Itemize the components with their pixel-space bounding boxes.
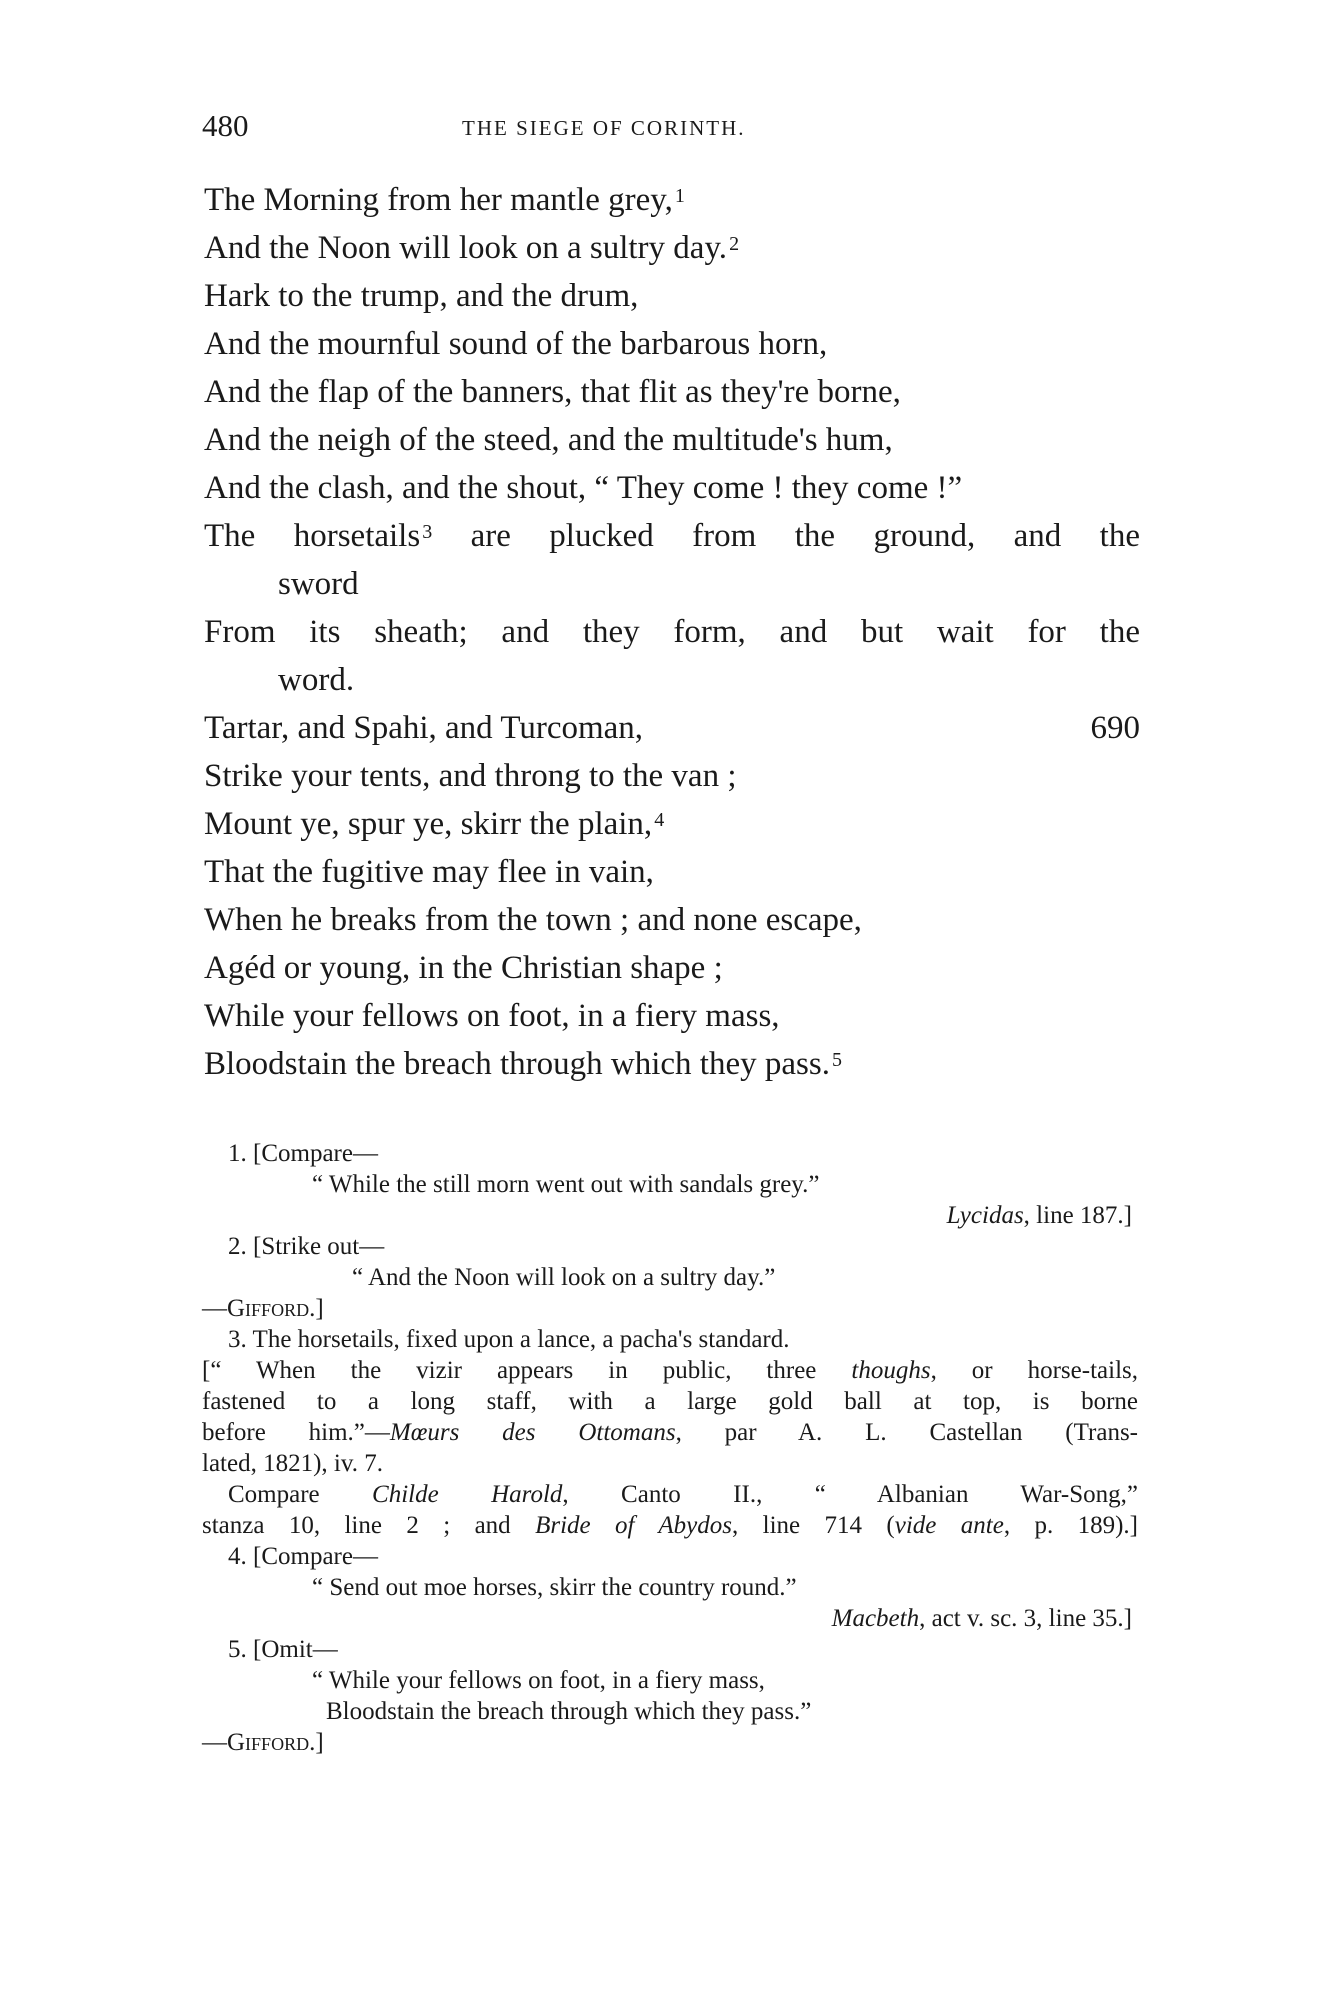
poem-line: From its sheath; and they form, and but wait for the: [204, 614, 1140, 650]
footnote-2-head: 2. [Strike out—: [228, 1233, 385, 1260]
poem-line: The horsetails $^3$ are plucked from the ground, and the: [204, 518, 1140, 554]
poem-line: Mount ye, spur ye, skirr the plain, $^4$: [204, 806, 665, 842]
line-number: 690: [1090, 710, 1140, 746]
footnote-3-line: [“ When the vizir appears in public, three thoughs, or horse-tails,: [202, 1357, 1138, 1384]
poem-text: [204, 176, 1144, 1088]
footnote-1-head: 1. [Compare—: [228, 1140, 378, 1167]
poem-line: And the flap of the banners, that flit as they're borne,: [204, 374, 901, 410]
footnote-1-source: Lycidas, line 187.]: [946, 1202, 1132, 1229]
footnotes: [202, 1138, 1138, 1758]
footnote-3-line: Compare Childe Harold, Canto II., “ Albanian War-Song,”: [228, 1481, 1138, 1508]
footnote-marker: 3: [422, 521, 433, 543]
poem-line: Strike your tents, and throng to the van ;: [204, 758, 737, 794]
page-header: [202, 108, 1142, 148]
poem-line: Bloodstain the breach through which they pass. $^5$: [204, 1046, 842, 1082]
poem-line: And the mournful sound of the barbarous horn,: [204, 326, 828, 362]
footnote-5-quote: Bloodstain the breach through which they pass.”: [326, 1698, 812, 1725]
running-title: THE SIEGE OF CORINTH.: [462, 116, 746, 140]
footnote-1-quote: “ While the still morn went out with sandals grey.”: [312, 1171, 820, 1198]
footnote-marker: 5: [831, 1049, 842, 1071]
footnote-4-source: Macbeth, act v. sc. 3, line 35.]: [831, 1605, 1132, 1632]
poem-line: Agéd or young, in the Christian shape ;: [204, 950, 723, 986]
footnote-5-head: 5. [Omit—: [228, 1636, 338, 1663]
footnote-3-line: lated, 1821), iv. 7.: [202, 1450, 383, 1477]
poem-line: That the fugitive may flee in vain,: [204, 854, 654, 890]
poem-line: And the clash, and the shout, “ They come ! they come !”: [204, 470, 963, 506]
footnote-3-head: 3. The horsetails, fixed upon a lance, a pacha's standard.: [228, 1326, 790, 1353]
footnote-marker: 1: [674, 185, 685, 207]
footnote-2-quote: “ And the Noon will look on a sultry day.”: [352, 1264, 776, 1291]
footnote-marker: 4: [654, 809, 665, 831]
footnote-3-line: stanza 10, line 2 ; and Bride of Abydos, line 714 (vide ante, p. 189).]: [202, 1512, 1138, 1539]
poem-line-continuation: sword: [278, 566, 359, 602]
poem-line: And the neigh of the steed, and the multitude's hum,: [204, 422, 893, 458]
footnote-5-quote: “ While your fellows on foot, in a fiery mass,: [312, 1667, 765, 1694]
footnote-4-head: 4. [Compare—: [228, 1543, 378, 1570]
footnote-4-quote: “ Send out moe horses, skirr the country round.”: [312, 1574, 797, 1601]
footnote-2-attribution: —Gifford.]: [202, 1295, 324, 1322]
footnote-5-attribution: —Gifford.]: [202, 1729, 324, 1756]
page-number: 480: [202, 108, 249, 143]
poem-line: Tartar, and Spahi, and Turcoman, 690: [204, 704, 1144, 752]
footnote-marker: 2: [729, 233, 740, 255]
footnote-3-line: before him.”—Mœurs des Ottomans, par A. L. Castellan (Trans-: [202, 1419, 1138, 1446]
poem-line-continuation: word.: [278, 662, 355, 698]
poem-line: While your fellows on foot, in a fiery mass,: [204, 998, 780, 1034]
poem-line: Hark to the trump, and the drum,: [204, 278, 639, 314]
poem-line: When he breaks from the town ; and none escape,: [204, 902, 862, 938]
poem-line: And the Noon will look on a sultry day. $^2$: [204, 230, 740, 266]
footnote-3-line: fastened to a long staff, with a large gold ball at top, is borne: [202, 1388, 1138, 1415]
poem-line: The Morning from her mantle grey, $^1$: [204, 182, 685, 218]
